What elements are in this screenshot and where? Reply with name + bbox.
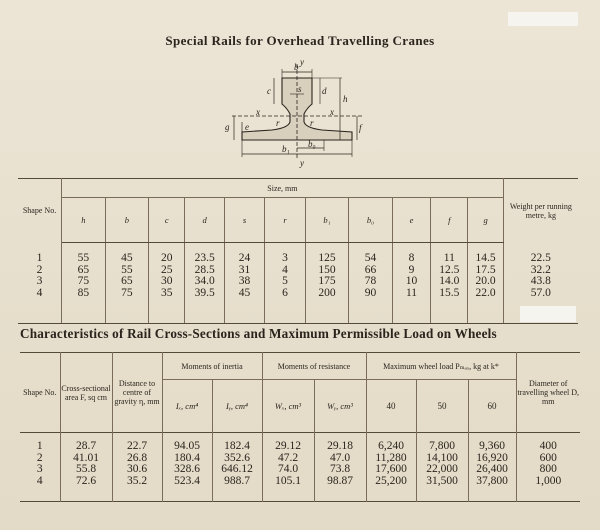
diagram-label: c [267, 86, 271, 96]
diagram-label: x [330, 107, 334, 117]
special-rails-table [18, 178, 578, 324]
table-row: 4 85 75 35 39.5 45 6 200 90 11 15.5 22.0 57.0 [18, 288, 578, 300]
wheel-load-header: Maximum wheel load Pₘₐₓ, kg at k* [366, 353, 516, 380]
area-header: Cross-sectional area F, sq cm [60, 353, 112, 433]
column-header: b₁ [305, 198, 349, 243]
inertia-header: Moments of inertia [162, 353, 262, 380]
ix-header: Iₓ, cm⁴ [162, 380, 212, 433]
diagram-label: r [276, 118, 280, 128]
diameter-header: Diameter of travelling wheel D, mm [516, 353, 580, 433]
shape-no-header: Shape No. [20, 353, 60, 433]
diagram-label: d [322, 86, 327, 96]
column-header: f [431, 198, 468, 243]
column-header: b₀ [349, 198, 393, 243]
table-row: 3 75 65 30 34.0 38 5 175 78 10 14.0 20.0 43.8 [18, 276, 578, 288]
k-header: 50 [416, 380, 468, 433]
table1-title: Special Rails for Overhead Travelling Cranes [165, 33, 435, 48]
diagram-label: b [294, 62, 299, 72]
column-header: s [224, 198, 264, 243]
column-header: r [265, 198, 305, 243]
resistance-header: Moments of resistance [262, 353, 366, 380]
table-row: 2 65 55 25 28.5 31 4 150 66 9 12.5 17.5 32.2 [18, 265, 578, 277]
table-row: 1 55 45 20 23.5 24 3 125 54 8 11 14.5 22.5 [18, 253, 578, 265]
table-row: 1 28.7 22.7 94.05 182.4 29.12 29.18 6,240 7,800 9,360 400 [20, 441, 580, 453]
diagram-label: h [343, 94, 348, 104]
diagram-label: b₀ [308, 139, 316, 149]
wx-header: Wₓ, cm³ [262, 380, 314, 433]
table-row: 4 72.6 35.2 523.4 988.7 105.1 98.87 25,200 31,500 37,800 1,000 [20, 476, 580, 488]
diagram-label: y [300, 57, 304, 67]
column-header: d [185, 198, 224, 243]
wy-header: Wᵧ, cm³ [314, 380, 366, 433]
column-header: h [62, 198, 106, 243]
gravity-header: Distance to centre of gravity η, mm [112, 353, 162, 433]
column-header: e [392, 198, 430, 243]
diagram-label: r [310, 118, 314, 128]
iy-header: Iᵧ, cm⁴ [212, 380, 262, 433]
k-header: 60 [468, 380, 516, 433]
k-header: 40 [366, 380, 416, 433]
diagram-label: x [256, 107, 260, 117]
table2-title: Characteristics of Rail Cross-Sections and Maximum Permissible Load on Wheels [20, 326, 497, 341]
rail-characteristics-table [20, 352, 580, 502]
diagram-label: e [245, 122, 249, 132]
table-row: 2 41.01 26.8 180.4 352.6 47.2 47.0 11,280 14,100 16,920 600 [20, 453, 580, 465]
shape-no-header: Shape No. [18, 179, 62, 243]
diagram-label: s [298, 84, 302, 94]
diagram-label: g [225, 122, 230, 132]
diagram-label: f [359, 123, 362, 133]
rail-cross-section-diagram [212, 56, 372, 168]
table-row: 3 55.8 30.6 328.6 646.12 74.0 73.8 17,600 22,000 26,400 800 [20, 464, 580, 476]
column-header: c [149, 198, 185, 243]
column-header: b [105, 198, 149, 243]
diagram-label: y [300, 158, 304, 168]
diagram-label: b₁ [282, 144, 290, 154]
column-header: g [468, 198, 503, 243]
paper-patch [508, 12, 578, 26]
size-header: Size, mm [62, 179, 504, 198]
weight-header: Weight per running metre, kg [503, 179, 578, 243]
